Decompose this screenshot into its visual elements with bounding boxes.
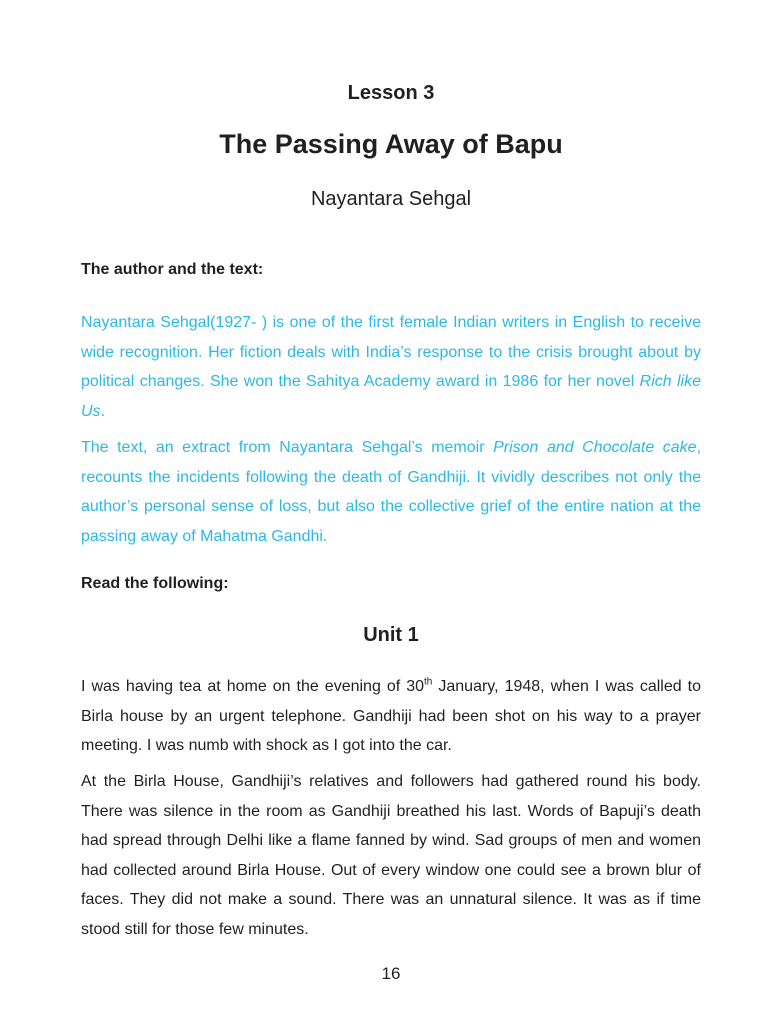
lesson-title: The Passing Away of Bapu [219,129,563,159]
unit-heading: Unit 1 [363,624,419,646]
lesson-number: Lesson 3 [347,82,435,104]
text-summary-start: The text, an extract from Nayantara Sehgal’s memoir [81,439,494,456]
author-and-text-heading: The author and the text: [81,261,264,278]
text-summary-paragraph [81,433,701,551]
author-bio-end: . [100,402,106,420]
novel-title: Rich like Us [81,373,701,420]
page-number: 16 [381,964,401,983]
author-bio-paragraph [81,308,701,426]
unit-para1-rest: January, 1948, when I was called to Birla house by an urgent telephone. Gandhiji had been shot on his way to a prayer meeting. I was numb with shock as I got into the car. [81,678,701,754]
memoir-title: Prison and Chocolate cake [493,439,697,456]
document-page [81,0,701,1024]
text-summary-rest: , recounts the incidents following the death of Gandhiji. It vividly describes not only the author’s personal sense of loss, but also the collective grief of the entire nation at the passing away of Mahatma Gandhi. [81,439,702,545]
read-following-heading: Read the following: [81,575,229,592]
unit-para1-start: I was having tea at home on the evening of 30 [81,678,425,695]
author-bio-text: Nayantara Sehgal(1927- ) is one of the first female Indian writers in English to receive wide recognition. Her fiction deals with India’s response to the crisis brought about by political changes. She won the Sahitya Academy award in 1986 for her novel [81,314,701,390]
unit-paragraph-1 [81,672,701,761]
author-name: Nayantara Sehgal [310,188,472,210]
ordinal-suffix: th [424,676,433,688]
unit-paragraph-2: At the Birla House, Gandhiji’s relatives and followers had gathered round his body. There was silence in the room as Gandhiji breathed his last. Words of Bapuji’s death had spread through Delhi like a flame fanned by wind. Sad groups of men and women had collected around Birla House. Out of every window one could see a brown blur of faces. They did not make a sound. There was an unnatural silence. It was as if time stood still for those few minutes. [81,773,701,938]
